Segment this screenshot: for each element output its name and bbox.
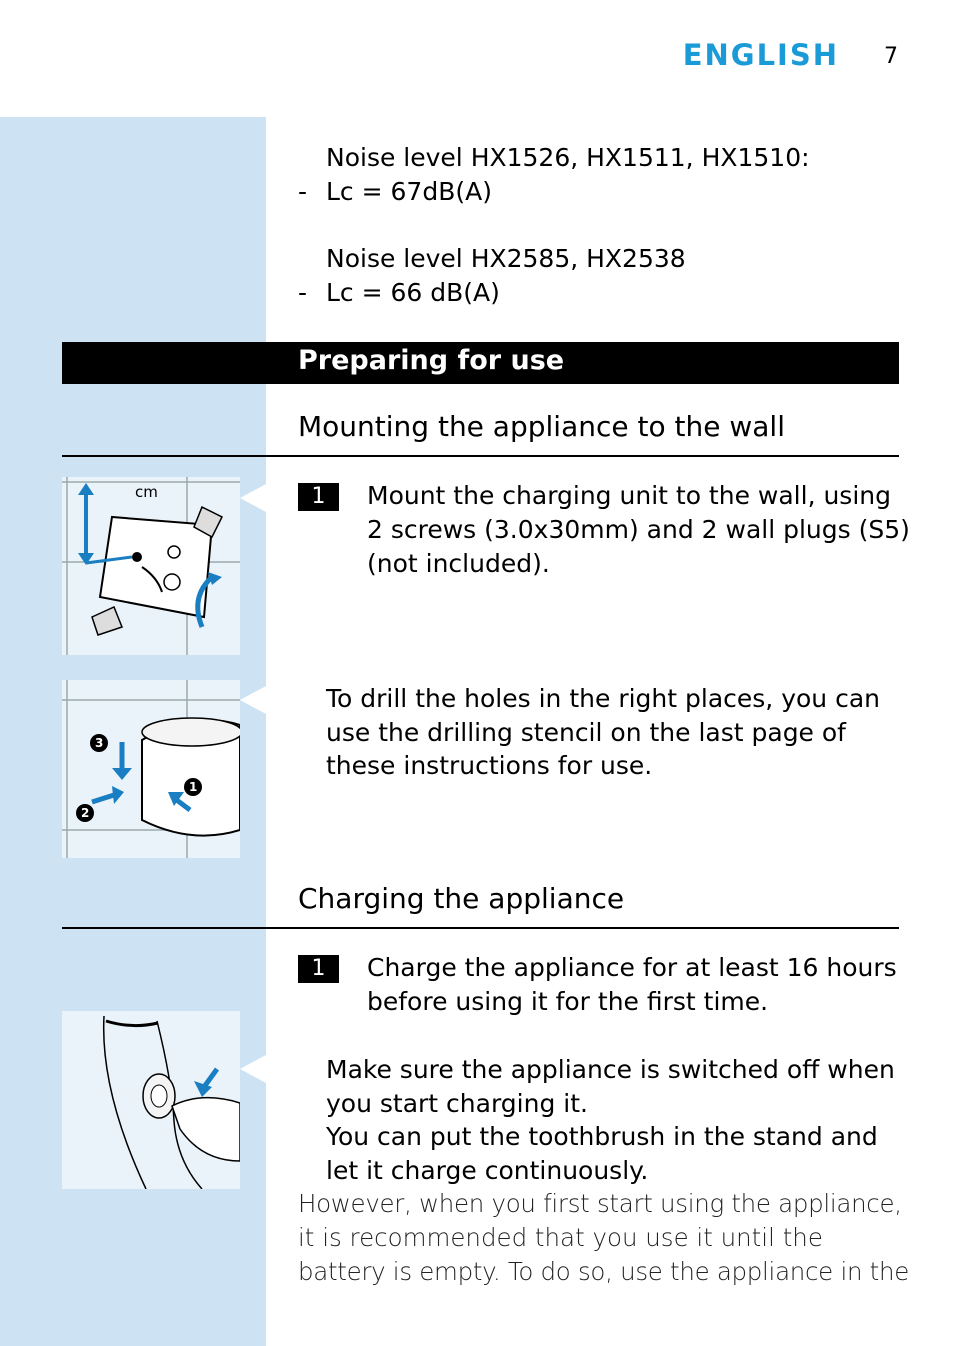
mounting-note-line-1: To drill the holes in the right places, you can — [326, 684, 880, 713]
charging-step-line-1: Charge the appliance for at least 16 hours — [367, 953, 897, 982]
noise-dash-1: - — [298, 177, 308, 206]
illus2-label-1: 1 — [189, 780, 198, 794]
noise-value-1: Lc = 67dB(A) — [326, 177, 492, 206]
charging-step-line-2: before using it for the first time. — [367, 987, 769, 1016]
language-header: ENGLISH — [682, 38, 839, 72]
illus2-label-2: 2 — [81, 806, 90, 820]
charging-rule — [62, 927, 899, 929]
mounting-step-line-1: Mount the charging unit to the wall, using — [367, 481, 891, 510]
page-number: 7 — [884, 44, 898, 69]
mounting-step-number: 1 — [298, 483, 339, 511]
charging-note-line-1: Make sure the appliance is switched off when — [326, 1055, 895, 1084]
charging-note-line-3: You can put the toothbrush in the stand and — [326, 1122, 878, 1151]
charging-heading: Charging the appliance — [298, 882, 625, 915]
toothbrush-illustration — [62, 1011, 240, 1189]
charging-tail-line-2: it is recommended that you use it until the — [298, 1223, 823, 1252]
notch-2 — [240, 686, 266, 714]
mounting-step-line-3: (not included). — [367, 549, 550, 578]
notch-3 — [240, 1055, 266, 1083]
charging-note-line-4: let it charge continuously. — [326, 1156, 649, 1185]
mounting-step-line-2: 2 screws (3.0x30mm) and 2 wall plugs (S5) — [367, 515, 910, 544]
mounting-note-line-2: use the drilling stencil on the last page of — [326, 718, 846, 747]
charging-note-line-2: you start charging it. — [326, 1089, 588, 1118]
noise-dash-2: - — [298, 278, 308, 307]
wall-mount-illustration — [62, 477, 240, 655]
illus1-label: cm — [135, 483, 158, 501]
mounting-heading: Mounting the appliance to the wall — [298, 410, 785, 443]
illus2-label-3: 3 — [95, 736, 104, 750]
mounting-rule — [62, 455, 899, 457]
section-title: Preparing for use — [298, 345, 565, 376]
charging-tail-line-3: battery is empty. To do so, use the appliance in the — [298, 1257, 909, 1286]
mounting-note-line-3: these instructions for use. — [326, 751, 653, 780]
charging-step-number: 1 — [298, 955, 339, 983]
noise-title-1: Noise level HX1526, HX1511, HX1510: — [326, 143, 810, 172]
stand-install-illustration — [62, 680, 240, 858]
noise-title-2: Noise level HX2585, HX2538 — [326, 244, 686, 273]
noise-value-2: Lc = 66 dB(A) — [326, 278, 500, 307]
charging-tail-line-1: However, when you first start using the appliance, — [298, 1189, 902, 1218]
notch-1 — [240, 484, 266, 512]
